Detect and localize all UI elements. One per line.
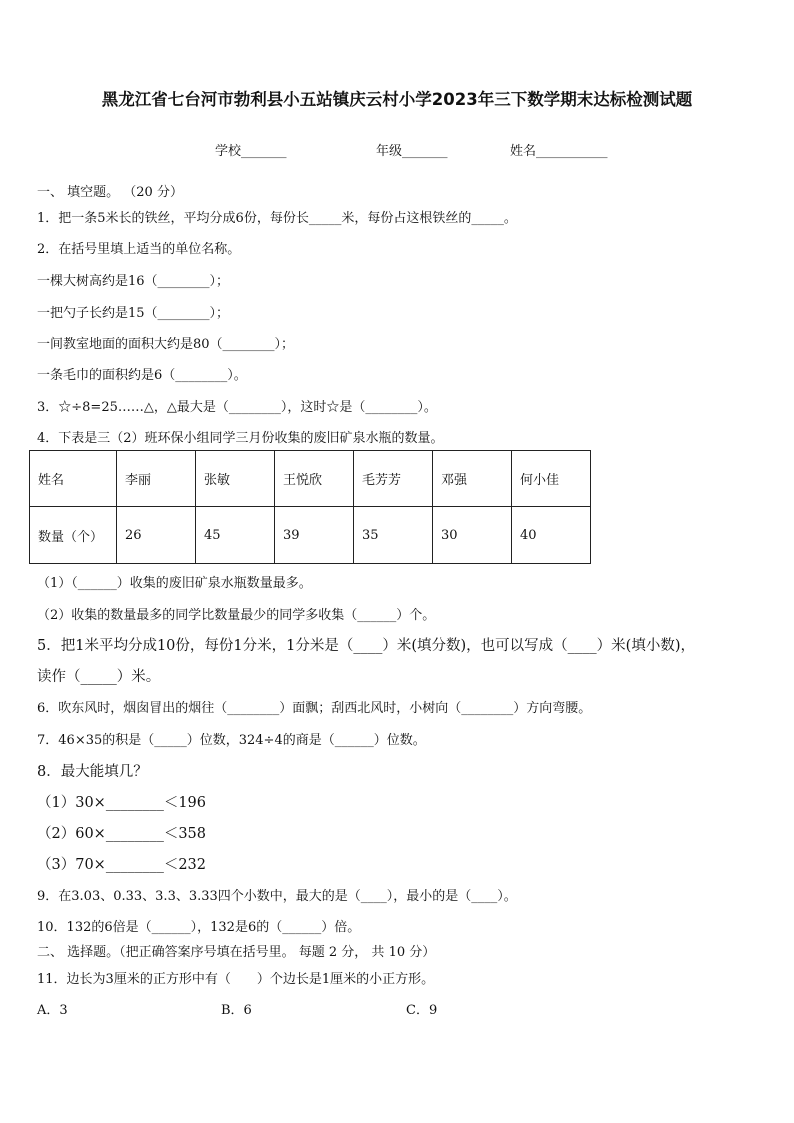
table-cell: 张敏: [196, 451, 275, 507]
table-cell: 王悦欣: [275, 451, 354, 507]
section-2-heading: 二、 选择题。（把正确答案序号填在括号里。 每题 2 分， 共 10 分）: [37, 945, 436, 960]
question-2-item-1: 一棵大树高约是16（________）；: [37, 274, 230, 289]
question-4-part-1: （1）（______）收集的废旧矿泉水瓶数量最多。: [37, 576, 312, 591]
question-5-line-2: 读作（_____）米。: [37, 669, 161, 685]
question-2: 2．在括号里填上适当的单位名称。: [37, 242, 241, 257]
section-1-heading: 一、 填空题。 （20 分）: [37, 185, 183, 200]
table-cell: 40: [512, 507, 591, 564]
question-11-option-a: A．3: [37, 1003, 68, 1018]
table-row: [30, 451, 591, 507]
table-cell: 数量（个）: [30, 507, 117, 564]
question-1: 1．把一条5米长的铁丝，平均分成6份，每份长_____米，每份占这根铁丝的_____。: [37, 211, 517, 226]
grade-field: 年级_______: [376, 144, 448, 159]
question-8: 8．最大能填几？: [37, 764, 148, 780]
table-cell: 何小佳: [512, 451, 591, 507]
table-cell: 毛芳芳: [354, 451, 433, 507]
question-7: 7．46×35的积是（_____）位数，324÷4的商是（______）位数。: [37, 733, 426, 748]
question-2-item-3: 一间教室地面的面积大约是80（________）；: [37, 337, 295, 352]
table-cell: 姓名: [30, 451, 117, 507]
table-row: [30, 507, 591, 564]
question-4: 4．下表是三（2）班环保小组同学三月份收集的废旧矿泉水瓶的数量。: [37, 431, 444, 446]
table-cell: 30: [433, 507, 512, 564]
bottle-count-table: [29, 450, 591, 564]
question-2-item-4: 一条毛巾的面积约是6（________）。: [37, 368, 247, 383]
question-8-part-3: （3）70×________＜232: [37, 857, 207, 873]
table-cell: 李丽: [117, 451, 196, 507]
table-cell: 39: [275, 507, 354, 564]
question-2-item-2: 一把勺子长约是15（________）；: [37, 306, 230, 321]
question-4-part-2: （2）收集的数量最多的同学比数量最少的同学多收集（______）个。: [37, 608, 436, 623]
question-11-option-c: C．9: [406, 1003, 438, 1018]
question-3: 3．☆÷8=25……△，△最大是（________），这时☆是（________）。: [37, 400, 437, 415]
question-8-part-1: （1）30×________＜196: [37, 795, 207, 811]
question-5-line-1: 5．把1米平均分成10份，每份1分米，1分米是（____）米(填分数)，也可以写成（____）米(填小数)，: [37, 638, 695, 654]
exam-title: 黑龙江省七台河市勃利县小五站镇庆云村小学2023年三下数学期末达标检测试题: [101, 90, 693, 109]
table-cell: 26: [117, 507, 196, 564]
table-cell: 邓强: [433, 451, 512, 507]
name-field: 姓名___________: [510, 144, 608, 159]
question-6: 6．吹东风时，烟囱冒出的烟往（________）面飘；刮西北风时，小树向（________）方向弯腰。: [37, 701, 592, 716]
school-field: 学校_______: [215, 144, 287, 159]
question-9: 9．在3.03、0.33、3.3、3.33四个小数中，最大的是（____），最小的是（____）。: [37, 889, 517, 904]
question-11-option-b: B．6: [221, 1003, 252, 1018]
question-11: 11．边长为3厘米的正方形中有（ ）个边长是1厘米的小正方形。: [37, 972, 435, 987]
question-8-part-2: （2）60×________＜358: [37, 826, 207, 842]
question-10: 10．132的6倍是（______），132是6的（______）倍。: [37, 920, 361, 935]
table-cell: 35: [354, 507, 433, 564]
table-cell: 45: [196, 507, 275, 564]
